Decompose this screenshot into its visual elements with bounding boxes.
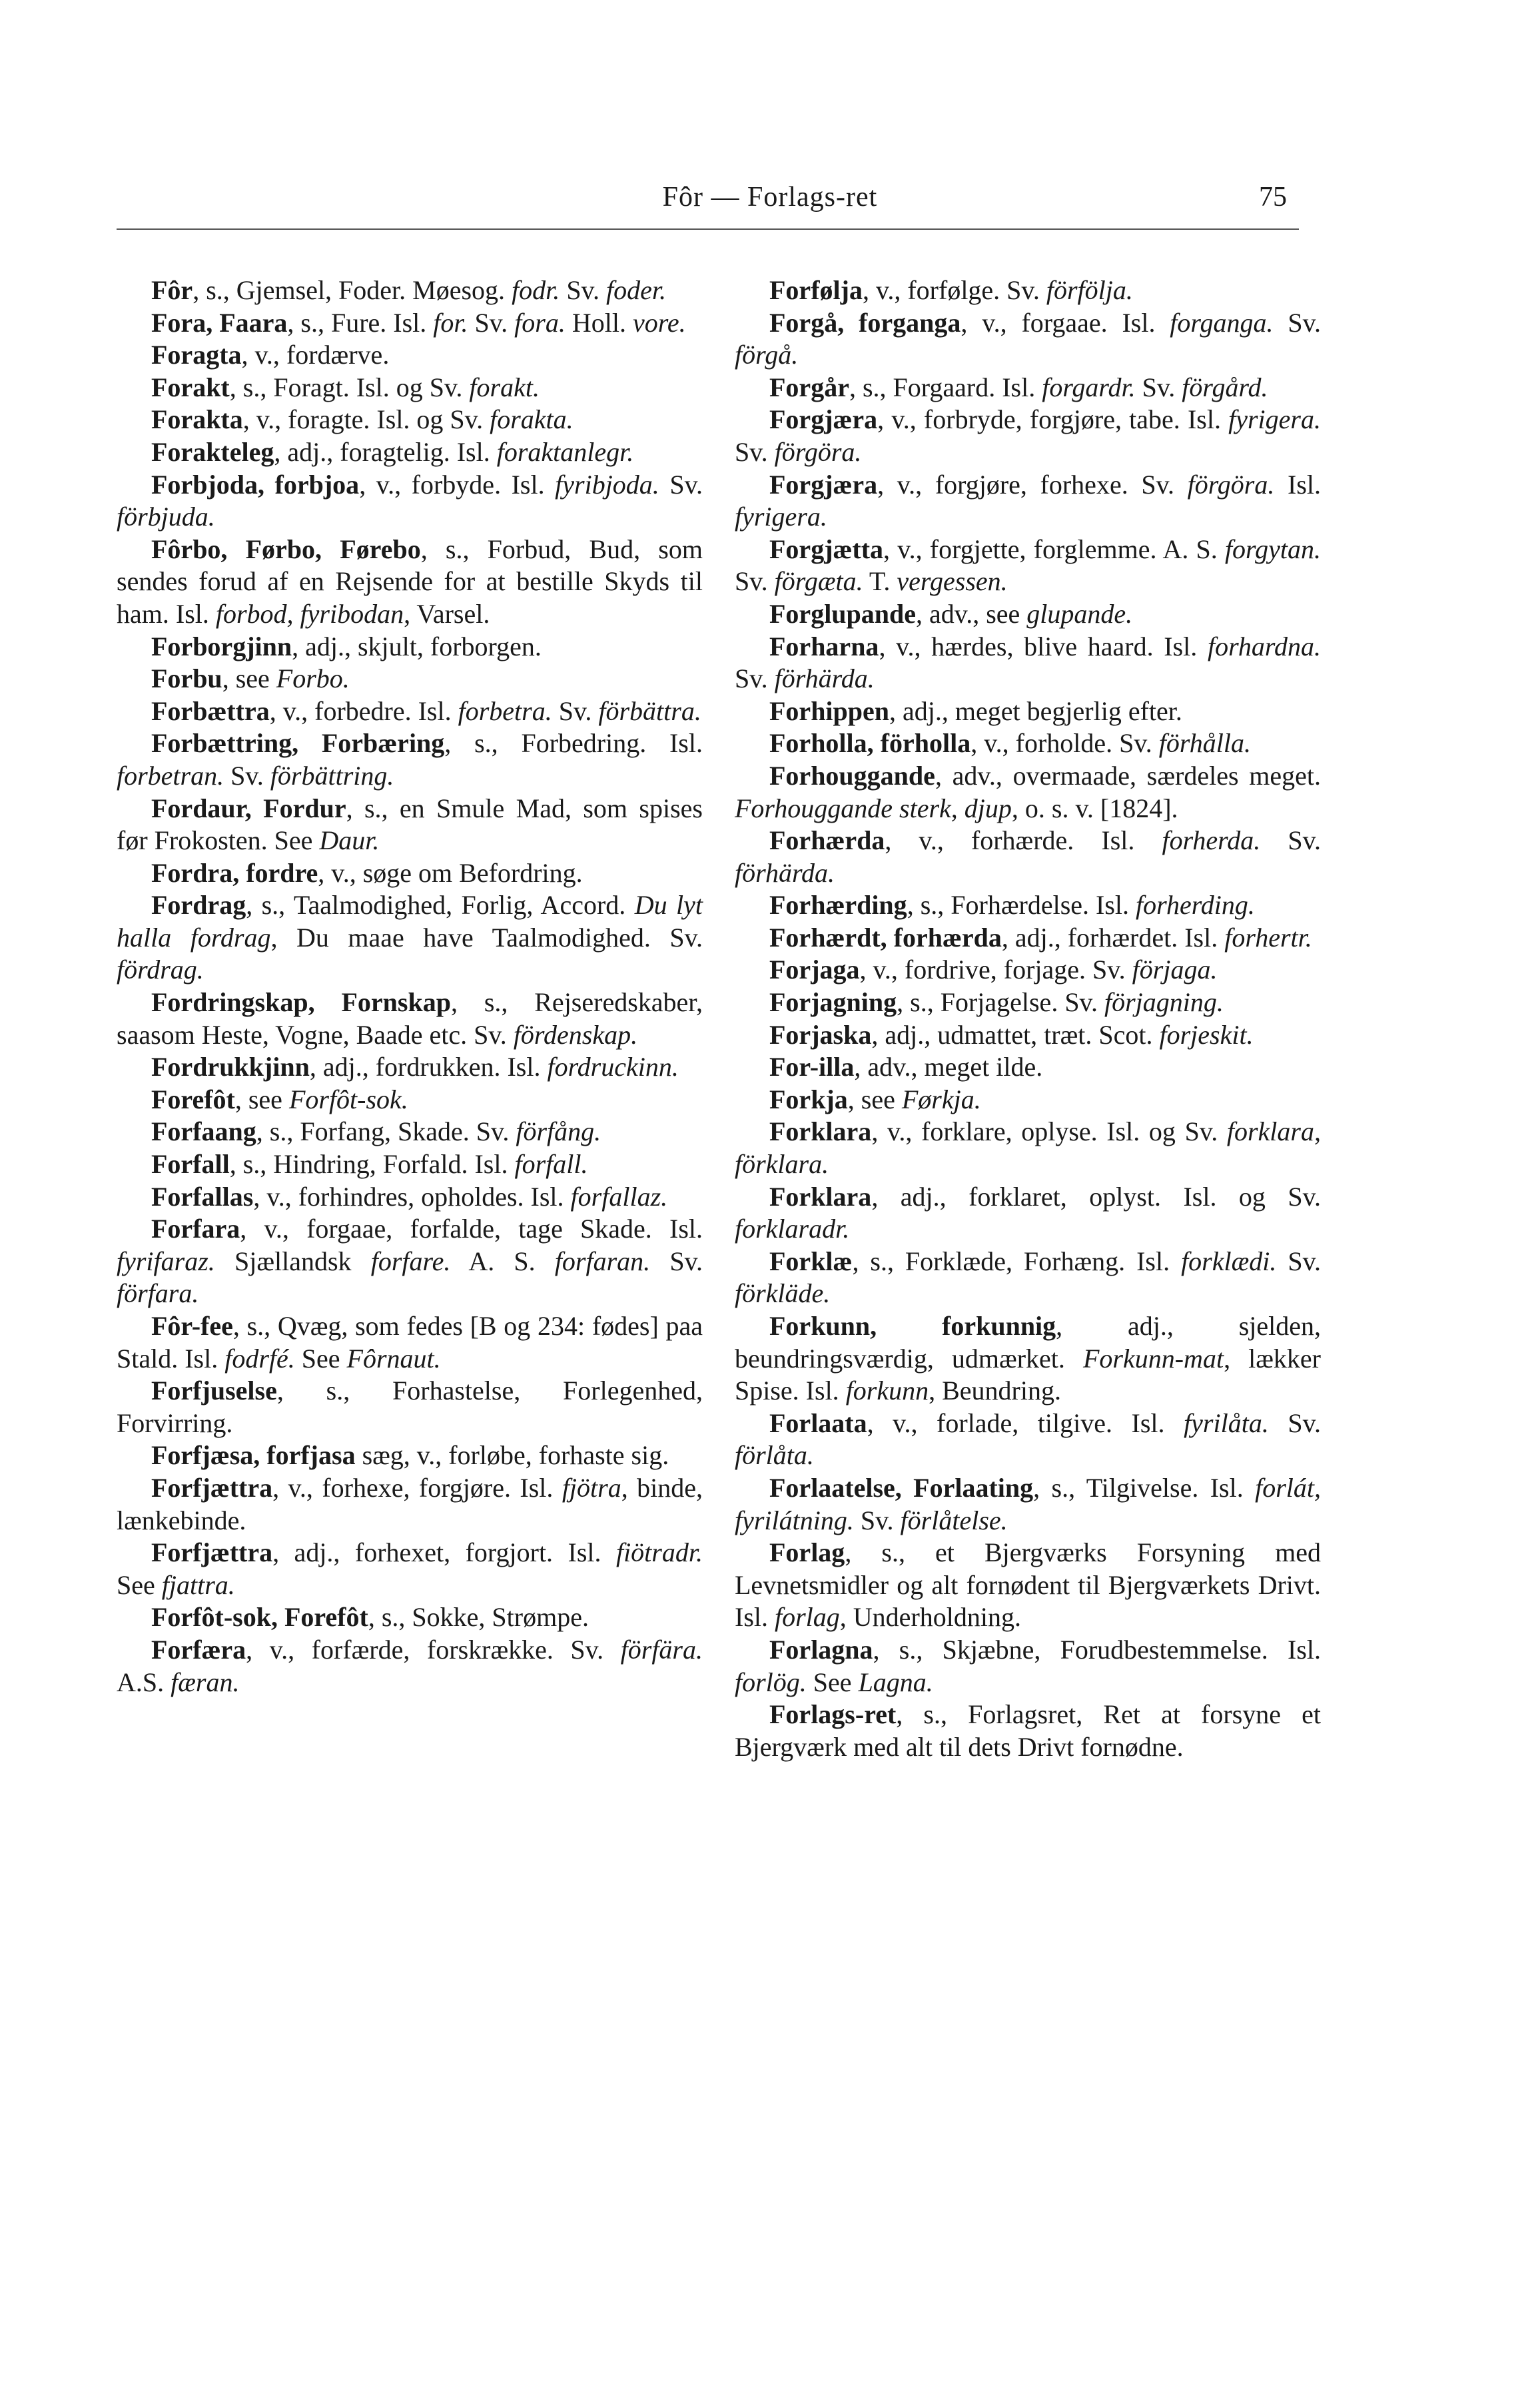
italic-form: foder. — [605, 275, 666, 305]
definition-text: , Du maae have Taalmodighed. Sv. — [270, 922, 703, 953]
italic-form: fodr. — [512, 275, 560, 305]
definition-text: sæg, v., forløbe, forhaste sig. — [355, 1440, 669, 1471]
dictionary-entry — [735, 695, 1321, 728]
definition-text: , s., Qvæg, som fedes [B og 234: fødes] paa Stald. Isl. — [117, 1311, 703, 1374]
dictionary-entry — [735, 274, 1321, 307]
headword: Forhippen — [769, 695, 890, 726]
headword: Forfjættra — [151, 1472, 273, 1503]
definition-text: , adj., meget begjerlig efter. — [889, 695, 1182, 726]
running-header — [0, 181, 1540, 221]
headword: Forbættra — [151, 695, 270, 726]
definition-text: Sjællandsk — [214, 1246, 371, 1276]
dictionary-entry — [117, 274, 703, 307]
left-column — [117, 274, 703, 1699]
definition-text: , v., fordærve. — [241, 340, 390, 370]
definition-text: Sv. — [650, 1246, 703, 1276]
definition-text: , adv., see — [916, 598, 1027, 629]
italic-form: forakt. — [469, 372, 540, 402]
headword: Forbjoda, forbjoa — [151, 469, 360, 500]
dictionary-entry — [117, 1116, 703, 1148]
italic-form: forhardna. — [1207, 631, 1321, 661]
dictionary-entry — [735, 1051, 1321, 1084]
italic-form: förlåta. — [735, 1440, 814, 1471]
italic-form: forherding. — [1136, 890, 1255, 921]
headword: Fora, Faara — [151, 307, 288, 338]
headword: Fordaur, Fordur — [151, 793, 346, 823]
headword: Forhouggande — [769, 760, 935, 791]
dictionary-entry — [735, 1084, 1321, 1116]
headword: Forbættring, Forbæring — [151, 728, 445, 759]
definition-text: , adv., meget ilde. — [854, 1052, 1043, 1082]
headword: Forakteleg — [151, 436, 274, 467]
definition-text: , v., hærdes, blive haard. Isl. — [879, 631, 1208, 661]
italic-form: fora. — [514, 307, 566, 338]
headword: Forfara — [151, 1214, 240, 1244]
italic-form: förbättring. — [270, 760, 394, 791]
definition-text: , s., Skjæbne, Forudbestemmelse. Isl. — [873, 1634, 1321, 1665]
definition-text: , adj., forklaret, oplyst. Isl. og Sv. — [871, 1181, 1321, 1212]
definition-text: Sv. — [560, 275, 606, 305]
dictionary-entry — [735, 1019, 1321, 1052]
definition-text: Sv. — [735, 566, 775, 597]
dictionary-entry — [117, 1051, 703, 1084]
italic-form: förfång. — [516, 1116, 601, 1147]
definition-text: , v., forbedre. Isl. — [269, 695, 458, 726]
headword: Forfall — [151, 1149, 230, 1180]
italic-form: fyrilåta. — [1184, 1407, 1269, 1438]
dictionary-entry — [117, 663, 703, 695]
italic-form: förkläde. — [735, 1278, 831, 1309]
italic-form: förjaga. — [1132, 955, 1218, 985]
italic-form: förgå. — [735, 340, 799, 370]
italic-form: Forfôt-sok. — [288, 1084, 408, 1114]
headword: Fordra, fordre — [151, 857, 318, 888]
italic-form: forganga. — [1170, 307, 1274, 338]
italic-form: forakta. — [490, 404, 574, 435]
dictionary-entry — [735, 534, 1321, 598]
italic-form: fyrifaraz. — [117, 1246, 215, 1276]
italic-form: forbod, fyribodan — [215, 598, 404, 629]
dictionary-entry — [735, 307, 1321, 372]
definition-text: , s., Forhærdelse. Isl. — [907, 890, 1136, 921]
definition-text: Sv. — [1260, 825, 1321, 856]
italic-form: vergessen. — [897, 566, 1008, 597]
definition-text: A.S. — [117, 1667, 171, 1697]
definition-text: , s., Forlagsret, Ret at forsyne et Bjergværk med alt til dets Drivt fornødne. — [735, 1699, 1321, 1762]
headword: Forhærding — [769, 890, 907, 921]
headword: Forholla, förholla — [769, 728, 971, 759]
page-number: 75 — [1259, 182, 1287, 212]
definition-text: , s., Taalmodighed, Forlig, Accord. — [246, 890, 635, 921]
definition-text: , see — [222, 663, 276, 694]
definition-text: , s., Rejseredskaber, saasom Heste, Vogne, Baade etc. Sv. — [117, 987, 703, 1050]
italic-form: glupande. — [1026, 598, 1133, 629]
dictionary-entry — [735, 1634, 1321, 1699]
definition-text: Holl. — [565, 307, 633, 338]
headword: Forfjættra — [151, 1537, 273, 1568]
definition-text: , Varsel. — [404, 598, 490, 629]
dictionary-entry — [735, 372, 1321, 404]
italic-form: Forhouggande sterk, djup — [735, 793, 1012, 823]
headword: Forjaska — [769, 1019, 872, 1050]
dictionary-entry — [117, 1439, 703, 1472]
definition-text: T. — [863, 566, 897, 597]
italic-form: forlát, fyrilátning. — [735, 1472, 1321, 1535]
definition-text: , s., Forklæde, Forhæng. Isl. — [852, 1246, 1182, 1276]
italic-form: fyrigera. — [735, 502, 827, 532]
dictionary-entry — [735, 1472, 1321, 1537]
definition-text: , lækker Spise. Isl. — [735, 1343, 1321, 1406]
headword: Forgjætta — [769, 534, 884, 564]
italic-form: færan. — [171, 1667, 240, 1697]
dictionary-entry — [735, 727, 1321, 760]
dictionary-entry — [117, 372, 703, 404]
definition-text: Sv. — [1276, 1246, 1321, 1276]
definition-text: , adj., udmattet, træt. Scot. — [871, 1019, 1160, 1050]
definition-text: , v., forfølge. Sv. — [862, 275, 1046, 305]
dictionary-entry — [117, 987, 703, 1051]
italic-form: Forkunn-mat — [1082, 1343, 1224, 1374]
italic-form: forfallaz. — [570, 1181, 668, 1212]
headword: For-illa — [769, 1052, 855, 1082]
headword: Forlag — [769, 1537, 845, 1568]
definition-text: , v., forbryde, forgjøre, tabe. Isl. — [877, 404, 1229, 435]
headword: Forakta — [151, 404, 243, 435]
headword: Forborgjinn — [151, 631, 292, 661]
definition-text: , v., forhærde. Isl. — [885, 825, 1162, 856]
italic-form: forfaran. — [554, 1246, 651, 1276]
dictionary-entry — [735, 922, 1321, 955]
headword: Fordrag — [151, 890, 246, 921]
headword: Forfjæsa, forfjasa — [151, 1440, 356, 1471]
italic-form: fodrfé. — [224, 1343, 295, 1374]
dictionary-entry — [735, 404, 1321, 468]
italic-form: Førkja. — [901, 1084, 981, 1114]
definition-text: , adj., forhærdet. Isl. — [1001, 922, 1225, 953]
headword: Fôr-fee — [151, 1311, 233, 1341]
headword: Forhærda — [769, 825, 885, 856]
italic-form: förfara. — [117, 1278, 199, 1309]
definition-text: , s., Foragt. Isl. og Sv. — [229, 372, 470, 402]
italic-form: forklædi. — [1181, 1246, 1277, 1276]
headword: Forgår — [769, 372, 849, 402]
definition-text: , adv., overmaade, særdeles meget. — [935, 760, 1321, 791]
headword: Forlagna — [769, 1634, 873, 1665]
dictionary-entry — [735, 598, 1321, 631]
italic-form: forjeskit. — [1159, 1019, 1254, 1050]
italic-form: fiötradr. — [615, 1537, 703, 1568]
definition-text: Sv. — [659, 469, 703, 500]
header-rule — [117, 228, 1299, 230]
headword: Fordringskap, Fornskap — [151, 987, 451, 1018]
headword: Foragta — [151, 340, 242, 370]
dictionary-entry — [117, 1472, 703, 1537]
definition-text: , s., en Smule Mad, som spises før Frokosten. See — [117, 793, 703, 856]
dictionary-entry — [117, 534, 703, 631]
italic-form: fjötra — [562, 1472, 621, 1503]
definition-text: See — [294, 1343, 347, 1374]
dictionary-entry — [117, 793, 703, 857]
italic-form: forklaradr. — [735, 1214, 850, 1244]
italic-form: förgæta. — [774, 566, 863, 597]
dictionary-entry — [735, 1116, 1321, 1180]
dictionary-entry — [117, 1310, 703, 1375]
definition-text: , s., Forbedring. Isl. — [444, 728, 703, 759]
italic-form: forkunn — [845, 1376, 929, 1406]
headword: Forgjæra — [769, 404, 878, 435]
headword: Forkja — [769, 1084, 848, 1114]
italic-form: forherda. — [1162, 825, 1261, 856]
definition-text: , Beundring. — [929, 1376, 1061, 1406]
headword: Forfôt-sok, Forefôt — [151, 1602, 368, 1633]
headword: Forakt — [151, 372, 230, 402]
headword: Forjagning — [769, 987, 897, 1018]
running-title: Fôr — Forlags-ret — [662, 182, 878, 212]
definition-text: , s., Forhastelse, Forlegenhed, Forvirring. — [117, 1376, 703, 1438]
dictionary-entry — [117, 469, 703, 534]
italic-form: förbjuda. — [117, 502, 215, 532]
italic-form: fyrigera. — [1228, 404, 1321, 435]
definition-text: , s., Tilgivelse. Isl. — [1033, 1472, 1256, 1503]
italic-form: forlög. — [735, 1667, 807, 1697]
italic-form: fördrag. — [117, 955, 204, 985]
definition-text: Sv. — [853, 1505, 901, 1535]
headword: Fôrbo, Førbo, Førebo — [151, 534, 421, 564]
dictionary-entry — [735, 954, 1321, 987]
definition-text: , v., forhindres, opholdes. Isl. — [253, 1181, 571, 1212]
italic-form: forfall. — [514, 1149, 588, 1180]
definition-text: Isl. — [1274, 469, 1322, 500]
italic-form: förgård. — [1182, 372, 1268, 402]
italic-form: Lagna. — [858, 1667, 933, 1697]
definition-text: , s., Forgaard. Isl. — [849, 372, 1042, 402]
definition-text: See — [117, 1569, 162, 1600]
right-column — [735, 274, 1321, 1763]
headword: Forjaga — [769, 955, 860, 985]
italic-form: Fôrnaut. — [346, 1343, 441, 1374]
headword: Fôr — [151, 275, 193, 305]
definition-text: , v., forfærde, forskrække. Sv. — [246, 1634, 621, 1665]
dictionary-entry — [117, 889, 703, 987]
dictionary-entry — [117, 695, 703, 728]
italic-form: förhålla. — [1158, 728, 1251, 759]
definition-text: Sv. — [1268, 1407, 1322, 1438]
dictionary-entry — [735, 1699, 1321, 1763]
dictionary-entry — [735, 1181, 1321, 1246]
headword: Forfallas — [151, 1181, 254, 1212]
headword: Forharna — [769, 631, 879, 661]
definition-text: , s., Gjemsel, Foder. Møesog. — [192, 275, 512, 305]
italic-form: förlåtelse. — [900, 1505, 1008, 1535]
dictionary-entry — [117, 1375, 703, 1439]
definition-text: , s., et Bjergværks Forsyning med Levnetsmidler og alt fornødent til Bjergværkets Drivt. Isl. — [735, 1537, 1321, 1633]
italic-form: forhertr. — [1224, 922, 1312, 953]
definition-text: Sv. — [1273, 307, 1321, 338]
definition-text: See — [806, 1667, 859, 1697]
dictionary-entry — [735, 1407, 1321, 1472]
italic-form: forlag — [775, 1602, 840, 1633]
definition-text: , s., Forfang, Skade. Sv. — [256, 1116, 516, 1147]
italic-form: fördenskap. — [513, 1019, 638, 1050]
definition-text: Sv. — [468, 307, 515, 338]
headword: Forklara — [769, 1116, 872, 1147]
headword: Forefôt — [151, 1084, 235, 1114]
headword: Forglupande — [769, 598, 917, 629]
dictionary-entry — [735, 760, 1321, 825]
definition-text: , v., forgaae. Isl. — [961, 307, 1170, 338]
dictionary-entry — [117, 404, 703, 436]
headword: Forbu — [151, 663, 222, 694]
definition-text: , adj., fordrukken. Isl. — [309, 1052, 548, 1082]
italic-form: förhärda. — [735, 857, 835, 888]
definition-text: , adj., sjelden, beundringsværdig, udmærket. — [735, 1311, 1321, 1374]
definition-text: A. S. — [450, 1246, 555, 1276]
dictionary-entry — [117, 1084, 703, 1116]
headword: Forklara — [769, 1181, 872, 1212]
definition-text: , o. s. v. [1824]. — [1011, 793, 1178, 823]
definition-text: , see — [234, 1084, 289, 1114]
definition-text: , v., forhexe, forgjøre. Isl. — [272, 1472, 562, 1503]
definition-text: , see — [847, 1084, 902, 1114]
italic-form: forgardr. — [1042, 372, 1136, 402]
definition-text: Sv. — [1135, 372, 1182, 402]
italic-form: Du lyt halla fordrag — [117, 890, 703, 953]
definition-text: Sv. — [735, 436, 775, 467]
italic-form: fordruckinn. — [547, 1052, 679, 1082]
headword: Forfaang — [151, 1116, 256, 1147]
dictionary-entry — [735, 1310, 1321, 1407]
definition-text: , v., forgaae, forfalde, tage Skade. Isl. — [240, 1214, 703, 1244]
definition-text: , v., forgjøre, forhexe. Sv. — [877, 469, 1188, 500]
headword: Forklæ — [769, 1246, 853, 1276]
dictionary-entry — [117, 339, 703, 372]
headword: Forgå, forganga — [769, 307, 961, 338]
dictionary-entry — [117, 1213, 703, 1310]
definition-text: Sv. — [224, 760, 270, 791]
italic-form: Daur. — [319, 825, 380, 856]
italic-form: fyribjoda. — [555, 469, 659, 500]
italic-form: forgytan. — [1224, 534, 1321, 564]
dictionary-entry — [117, 1537, 703, 1601]
definition-text: , s., Sokke, Strømpe. — [368, 1602, 589, 1633]
dictionary-entry — [117, 1601, 703, 1634]
headword: Forgjæra — [769, 469, 878, 500]
headword: Forfæra — [151, 1634, 246, 1665]
definition-text: Sv. — [552, 695, 599, 726]
headword: Forlaatelse, Forlaating — [769, 1472, 1034, 1503]
italic-form: forfare. — [370, 1246, 451, 1276]
italic-form: for. — [433, 307, 468, 338]
italic-form: förgöra. — [1187, 469, 1275, 500]
italic-form: förfära. — [620, 1634, 703, 1665]
definition-text: , s., Fure. Isl. — [287, 307, 434, 338]
headword: Forkunn, forkunnig — [769, 1311, 1056, 1341]
definition-text: , v., forgjette, forglemme. A. S. — [883, 534, 1225, 564]
dictionary-entry — [117, 307, 703, 340]
definition-text: Sv. — [735, 663, 775, 694]
dictionary-entry — [735, 889, 1321, 922]
dictionary-entry — [735, 1537, 1321, 1634]
dictionary-entry — [735, 987, 1321, 1019]
dictionary-entry — [735, 825, 1321, 889]
italic-form: förgöra. — [774, 436, 862, 467]
dictionary-entry — [117, 1148, 703, 1181]
headword: Forlaata — [769, 1407, 867, 1438]
definition-text: , v., forbyde. Isl. — [359, 469, 556, 500]
italic-form: forklara, förklara. — [735, 1116, 1321, 1180]
definition-text: , v., forklare, oplyse. Isl. og Sv. — [871, 1116, 1227, 1147]
italic-form: förbättra. — [598, 695, 701, 726]
definition-text: , v., søge om Befordring. — [318, 857, 583, 888]
italic-form: foraktanlegr. — [496, 436, 634, 467]
dictionary-entry — [117, 436, 703, 469]
headword: Forfjuselse — [151, 1376, 277, 1406]
definition-text: , v., foragte. Isl. og Sv. — [242, 404, 490, 435]
italic-form: forbetran. — [117, 760, 224, 791]
definition-text: , s., Hindring, Forfald. Isl. — [229, 1149, 515, 1180]
definition-text: , s., Forjagelse. Sv. — [897, 987, 1104, 1018]
dictionary-entry — [117, 1181, 703, 1214]
headword: Forhærdt, forhærda — [769, 922, 1002, 953]
italic-form: fjattra. — [161, 1569, 235, 1600]
definition-text: , adj., foragtelig. Isl. — [274, 436, 497, 467]
dictionary-entry — [117, 1634, 703, 1699]
headword: Forlags-ret — [769, 1699, 897, 1730]
definition-text: , s., Forbud, Bud, som sendes forud af en Rejsende for at bestille Skyds til ham. Isl. — [117, 534, 703, 629]
dictionary-entry — [117, 857, 703, 890]
definition-text: , v., forlade, tilgive. Isl. — [867, 1407, 1184, 1438]
italic-form: förhärda. — [774, 663, 875, 694]
dictionary-entry — [117, 631, 703, 663]
definition-text: , binde, lænkebinde. — [117, 1472, 703, 1535]
headword: Forfølja — [769, 275, 863, 305]
italic-form: förjagning. — [1104, 987, 1224, 1018]
definition-text: , adj., skjult, forborgen. — [292, 631, 542, 661]
italic-form: Forbo. — [276, 663, 350, 694]
italic-form: forbetra. — [458, 695, 552, 726]
definition-text: , v., fordrive, forjage. Sv. — [859, 955, 1132, 985]
definition-text: , adj., forhexet, forgjort. Isl. — [272, 1537, 616, 1568]
definition-text: , v., forholde. Sv. — [970, 728, 1159, 759]
dictionary-entry — [117, 727, 703, 792]
italic-form: förfölja. — [1046, 275, 1133, 305]
dictionary-entry — [735, 1246, 1321, 1310]
definition-text: , Underholdning. — [839, 1602, 1021, 1633]
dictionary-entry — [735, 631, 1321, 695]
italic-form: vore. — [632, 307, 686, 338]
dictionary-entry — [735, 469, 1321, 534]
headword: Fordrukkjinn — [151, 1052, 310, 1082]
